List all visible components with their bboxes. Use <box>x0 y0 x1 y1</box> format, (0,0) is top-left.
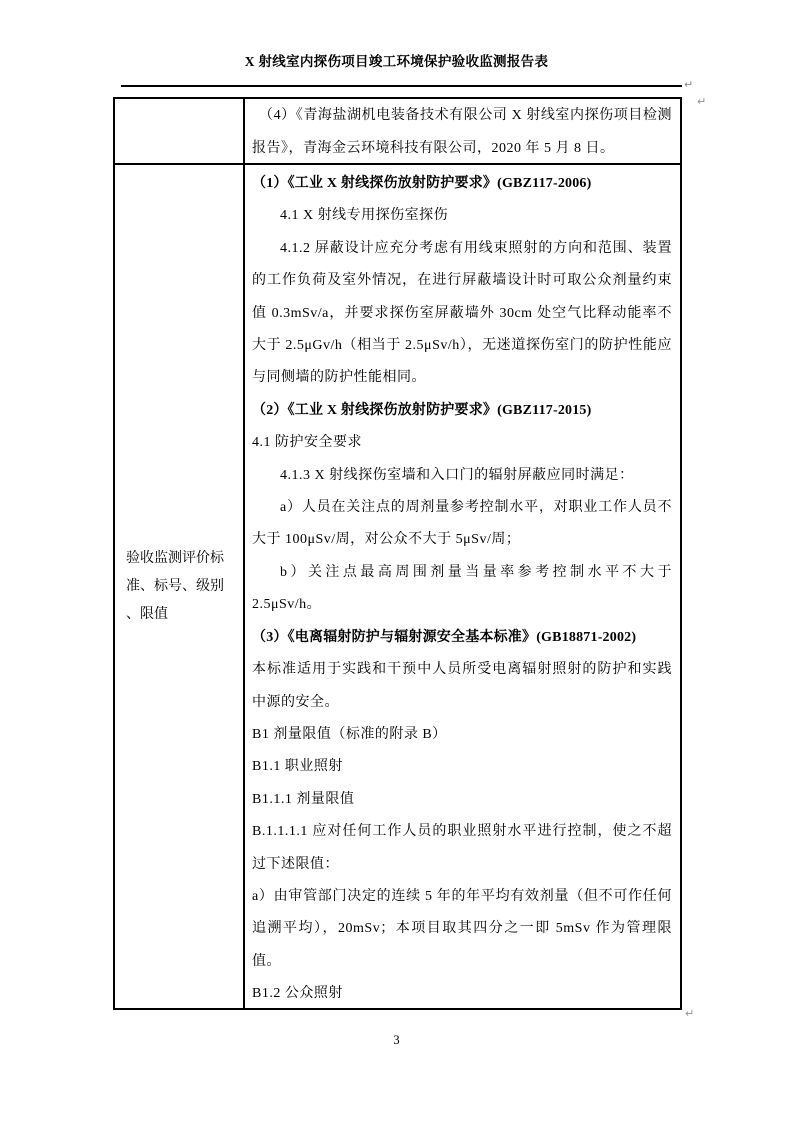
paragraph-mark-icon: ↵ <box>685 1007 695 1020</box>
standard-paragraph: B1.1 职业照射 <box>252 759 343 775</box>
table-cell-label-empty <box>115 99 245 163</box>
paragraph-mark-icon: ↵ <box>684 78 694 91</box>
table-row-reference <box>115 99 680 165</box>
standard-paragraph: 4.1.3 X 射线探伤室墙和入口门的辐射屏蔽应同时满足： <box>280 467 634 483</box>
standard-paragraph: 本标准适用于实践和干预中人员所受电离辐射照射的防护和实践中源的安全。 <box>252 662 672 710</box>
standard-paragraph: b）关注点最高周围剂量当量率参考控制水平不大于 2.5μSv/h。 <box>252 564 672 613</box>
standard-paragraph: B1.2 公众照射 <box>252 986 343 1002</box>
page-title: X 射线室内探伤项目竣工环境保护验收监测报告表 <box>244 54 549 69</box>
paragraph-mark-icon: ↵ <box>697 95 707 108</box>
standard-paragraph: a）人员在关注点的周剂量参考控制水平，对职业工作人员不大于 100μSv/周，对公众不大于 5μSv/周； <box>252 500 672 548</box>
standard-paragraph: 4.1 X 射线专用探伤室探伤 <box>280 208 449 224</box>
page-number: 3 <box>393 1033 400 1047</box>
header-divider-line <box>121 85 682 87</box>
standard-paragraph: a）由审管部门决定的连续 5 年的年平均有效剂量（但不可作任何追溯平均），20mSv；本项目取其四分之一即 5mSv 作为管理限值。 <box>252 888 672 969</box>
standard-heading: （1）《工业 X 射线探伤放射防护要求》(GBZ117-2006) <box>252 176 592 191</box>
standard-paragraph: B1.1.1 剂量限值 <box>252 791 355 807</box>
standards-content-cell <box>245 165 680 1008</box>
table-cell-standards-label: 验收监测评价标准、标号、级别、限值 <box>115 165 245 1008</box>
standard-paragraph: B.1.1.1.1 应对任何工作人员的职业照射水平进行控制，使之不超过下述限值： <box>252 824 672 872</box>
standard-paragraph: B1 剂量限值（标准的附录 B） <box>252 726 447 742</box>
report-table <box>113 97 682 1010</box>
table-row-standards <box>115 165 680 1008</box>
standard-paragraph: 4.1 防护安全要求 <box>252 435 362 451</box>
reference-document-text: （4）《青海盐湖机电装备技术有限公司 X 射线室内探伤项目检测报告》，青海金云环境科技有限公司，2020 年 5 月 8 日。 <box>252 108 672 156</box>
standard-heading: （2）《工业 X 射线探伤放射防护要求》(GBZ117-2015) <box>252 402 592 418</box>
standard-paragraph: 4.1.2 屏蔽设计应充分考虑有用线束照射的方向和范围、装置的工作负荷及室外情况，在进行屏蔽墙设计时可取公众剂量约束值 0.3mSv/a，并要求探伤室屏蔽墙外 30cm 处空气比释动能率不大于 2.5μGv/h（相当于 2.5μSv/h），无迷道探伤室门的防护性能应与同侧墙的防护性能相同。 <box>252 240 672 386</box>
standard-heading: （3）《电离辐射防护与辐射源安全基本标准》(GB18871-2002) <box>252 629 637 645</box>
